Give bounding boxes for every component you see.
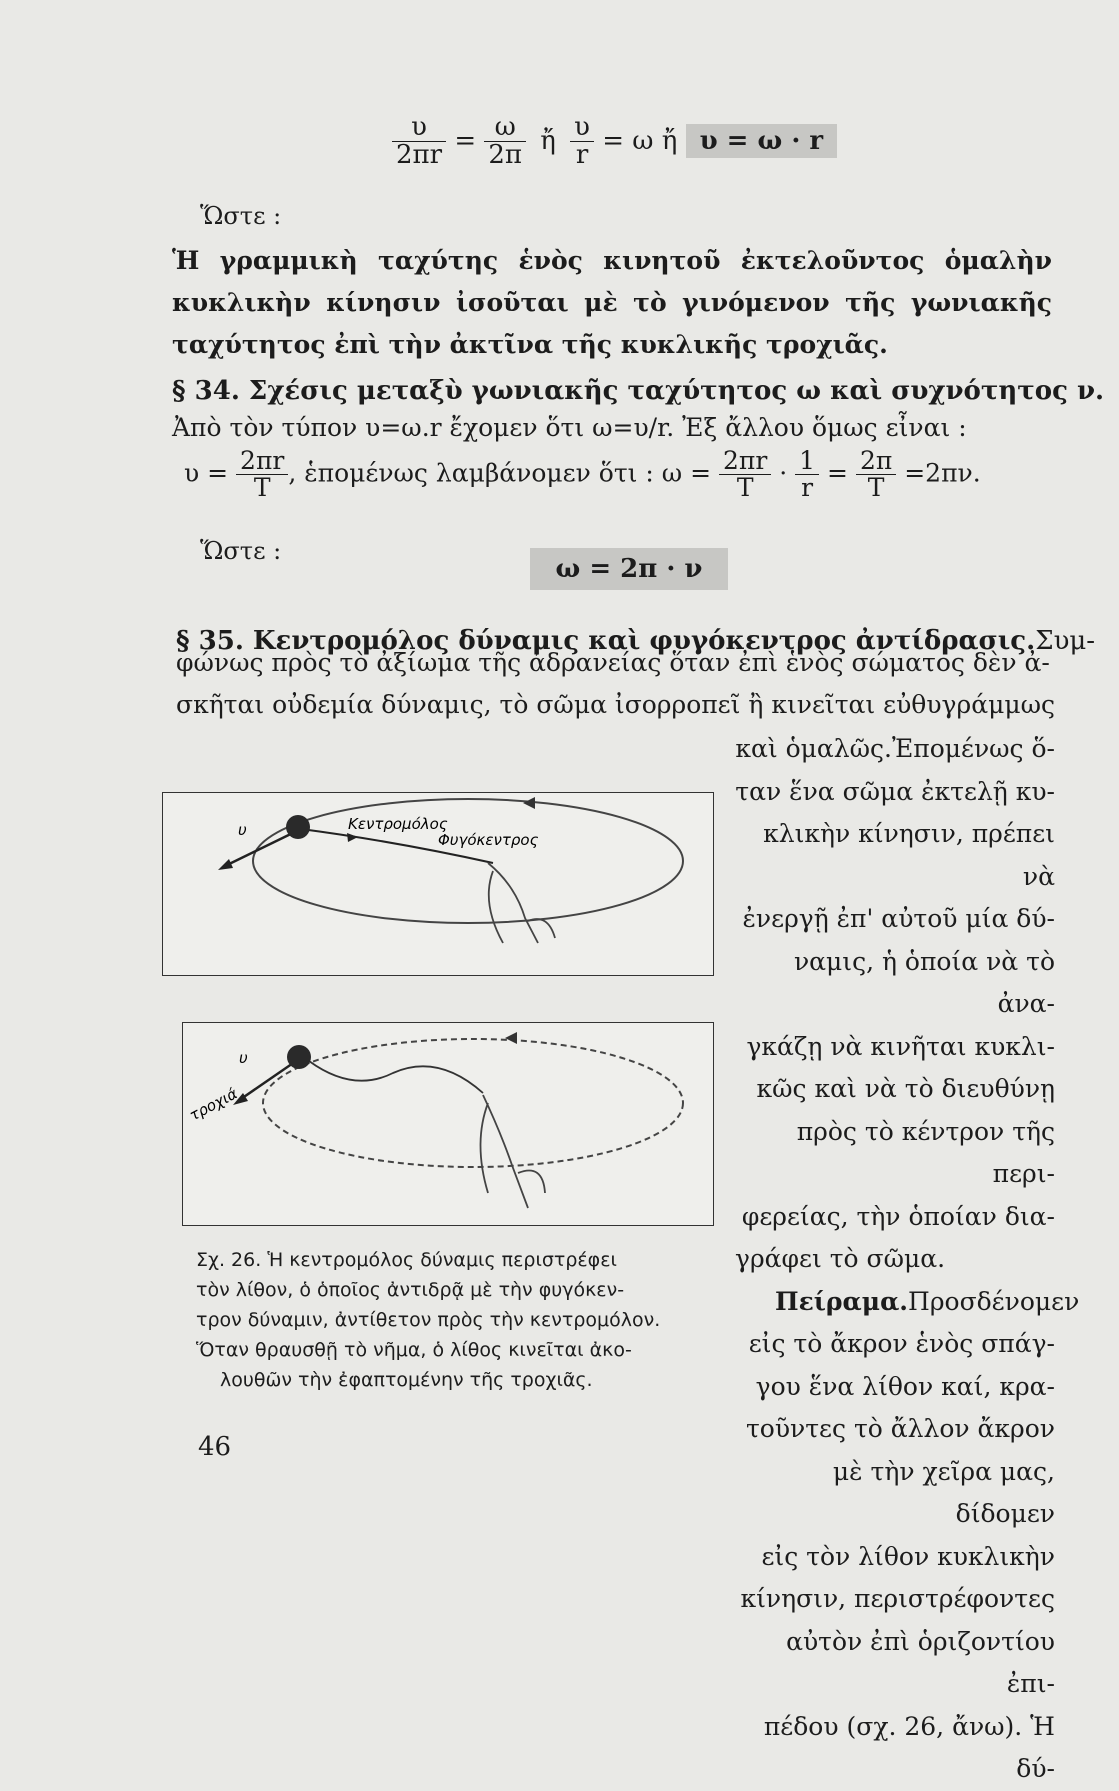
fraction: $\frac{2\pi r}{T}$ bbox=[236, 448, 288, 502]
centrifugal-label: Φυγόκεντρος bbox=[438, 831, 539, 849]
experiment-label: Πείραμα. bbox=[775, 1286, 909, 1316]
paragraph-line: φερείας, τὴν ὁποίαν δια- bbox=[741, 1201, 1055, 1231]
highlighted-formula: υ = ω · r bbox=[686, 124, 838, 158]
trajectory-label: τροχιά bbox=[186, 1084, 241, 1125]
paragraph-line: φώνως πρὸς τὸ ἀξίωμα τῆς ἀδρανείας ὅταν ἐπὶ ἑνὸς σώματος δὲν ἀ- bbox=[176, 648, 1050, 677]
statement: Ἡ γραμμικὴ ταχύτης ἑνὸς κινητοῦ ἐκτελοῦντος ὁμαλὴν κυκλικὴν κίνησιν ἰσοῦται μὲ τὸ γινόμενον τῆς γωνιακῆς ταχύτητος ἐπὶ τὴν ἀκτῖνα τῆς κυκλικῆς τροχιᾶς. bbox=[172, 246, 1052, 359]
arrowhead bbox=[218, 859, 233, 870]
paragraph-line: καὶ ὁμαλῶς.Ἐπομένως ὅ- bbox=[735, 734, 1055, 763]
highlighted-formula: ω = 2π · ν bbox=[530, 548, 728, 590]
paragraph-line: γου ἕνα λίθον καί, κρα- bbox=[755, 1371, 1055, 1401]
broken-string bbox=[309, 1061, 483, 1093]
section-34-formula: υ = $\frac{2\pi r}{T}$ , ἑπομένως λαμβάνομεν ὅτι : ω = $\frac{2\pi r}{T}$ · $\frac{1}{r}$ = $\frac{2\pi}{T}$ =2πν. bbox=[184, 446, 981, 503]
hand-drawing bbox=[488, 863, 555, 943]
fraction: $\frac{\omega}{2\pi}$ bbox=[484, 114, 526, 170]
stone bbox=[287, 1045, 311, 1069]
paragraph-line: πρὸς τὸ κέντρον τῆς περι- bbox=[796, 1116, 1055, 1188]
formula-top: $\frac{\upsilon}{2\pi r}$ = $\frac{\omega}{2\pi}$ ἤ $\frac{\upsilon}{r}$ = ω ἤ υ = ω · r bbox=[392, 114, 837, 170]
figure-trajectory bbox=[182, 1022, 714, 1226]
figure-centripetal bbox=[162, 792, 714, 976]
paragraph-line: Πείραμα.Προσδένομεν bbox=[775, 1286, 1080, 1316]
arrowhead bbox=[523, 797, 535, 809]
fraction: $\frac{\upsilon}{2\pi r}$ bbox=[392, 114, 446, 170]
orbit-ellipse bbox=[253, 799, 683, 923]
paragraph-line: εἰς τὸ ἄκρον ἑνὸς σπάγ- bbox=[748, 1329, 1055, 1358]
section-34-title: § 34. Σχέσις μεταξὺ γωνιακῆς ταχύτητος ω καὶ συχνότητος ν. bbox=[172, 376, 1105, 406]
v-label: υ bbox=[238, 821, 247, 839]
paragraph-line: ἐνεργῇ ἐπ' αὐτοῦ μία δύ- bbox=[742, 904, 1055, 933]
caption-line: λουθῶν τὴν ἐφαπτομένην τῆς τροχιᾶς. bbox=[220, 1369, 593, 1391]
paragraph-line: ταν ἕνα σῶμα ἐκτελῇ κυ- bbox=[735, 776, 1055, 806]
paragraph-line: μὲ τὴν χεῖρα μας, δίδομεν bbox=[832, 1456, 1055, 1528]
figure-caption bbox=[196, 1245, 716, 1395]
right-column bbox=[735, 728, 1080, 1791]
stone bbox=[286, 815, 310, 839]
caption-line: Σχ. 26. Ἡ κεντρομόλος δύναμις περιστρέφει bbox=[196, 1249, 617, 1271]
centripetal-label: Κεντρομόλος bbox=[348, 815, 448, 833]
paragraph-line: σκῆται οὐδεμία δύναμις, τὸ σῶμα ἰσορροπεῖ ἢ κινεῖται εὐθυγράμμως bbox=[176, 690, 1055, 719]
fraction: $\frac{\upsilon}{r}$ bbox=[570, 114, 594, 170]
paragraph-line: κῶς καὶ νὰ τὸ διευθύνῃ bbox=[756, 1074, 1055, 1103]
paragraph-line: αὐτὸν ἐπὶ ὁριζοντίου ἐπι- bbox=[786, 1626, 1055, 1698]
paragraph-line: πέδου (σχ. 26, ἄνω). Ἡ δύ- bbox=[763, 1711, 1055, 1783]
paragraph-line: κίνησιν, περιστρέφοντες bbox=[740, 1584, 1055, 1613]
arrowhead bbox=[505, 1032, 517, 1044]
hoste-label: Ὥστε : bbox=[200, 537, 282, 565]
page-number: 46 bbox=[198, 1432, 232, 1462]
section-35-title-line: § 35. Κεντρομόλος δύναμις καὶ φυγόκεντρος ἀντίδρασις.Συμ- bbox=[176, 626, 1096, 656]
caption-line: Ὅταν θραυσθῇ τὸ νῆμα, ὁ λίθος κινεῖται ἀκο- bbox=[196, 1339, 632, 1361]
paragraph-line: ναμις, ἡ ὁποία νὰ τὸ ἀνα- bbox=[793, 946, 1055, 1018]
caption-line: τὸν λίθον, ὁ ὁποῖος ἀντιδρᾷ μὲ τὴν φυγόκεν- bbox=[196, 1279, 625, 1301]
paragraph-line: γκάζῃ νὰ κινῆται κυκλι- bbox=[746, 1031, 1055, 1061]
paragraph-line: τοῦντες τὸ ἄλλον ἄκρον bbox=[745, 1414, 1055, 1443]
hoste-label: Ὥστε : bbox=[200, 202, 282, 230]
figure-drawing bbox=[163, 793, 713, 975]
paragraph-line: κλικὴν κίνησιν, πρέπει νὰ bbox=[763, 819, 1055, 891]
hand-drawing bbox=[481, 1095, 546, 1208]
fraction: $\frac{2\pi}{T}$ bbox=[856, 448, 896, 502]
section-35-title: § 35. Κεντρομόλος δύναμις καὶ φυγόκεντρος ἀντίδρασις. bbox=[176, 626, 1036, 656]
figure-drawing bbox=[183, 1023, 713, 1225]
v-label: υ bbox=[239, 1049, 248, 1067]
paragraph-line: γράφει τὸ σῶμα. bbox=[735, 1244, 946, 1273]
fraction: $\frac{1}{r}$ bbox=[795, 448, 819, 502]
section-34-line: Ἀπὸ τὸν τύπον υ=ω.r ἔχομεν ὅτι ω=υ/r. Ἐξ ἄλλου ὅμως εἶναι : bbox=[172, 413, 967, 442]
orbit-ellipse bbox=[263, 1039, 683, 1167]
arrowhead bbox=[347, 833, 358, 842]
fraction: $\frac{2\pi r}{T}$ bbox=[719, 448, 771, 502]
caption-line: τρον δύναμιν, ἀντίθετον πρὸς τὴν κεντρομόλον. bbox=[196, 1309, 661, 1331]
paragraph-line: εἰς τὸν λίθον κυκλικὴν bbox=[761, 1541, 1055, 1571]
